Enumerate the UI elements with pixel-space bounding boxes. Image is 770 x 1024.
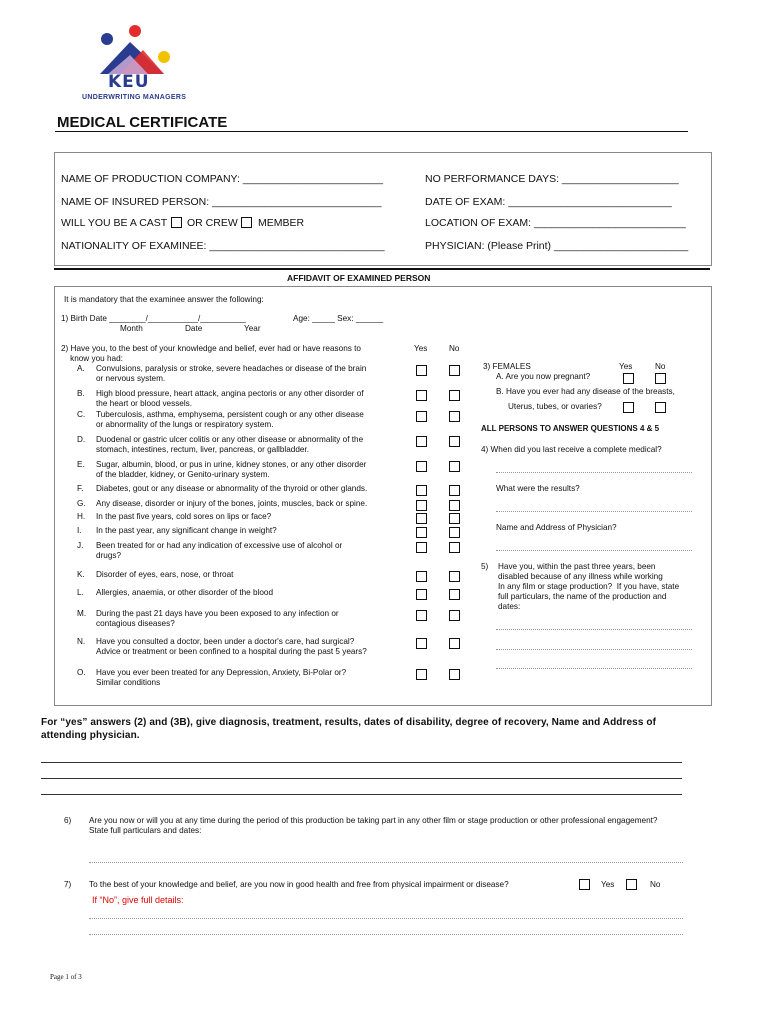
history-item-text: Tuberculosis, asthma, emphysema, persistent cough or any other disease or abnormality of the lungs or respiratory system. (96, 410, 364, 429)
keu-logo (80, 20, 210, 105)
history-item-no-checkbox[interactable] (449, 390, 460, 401)
history-item-no-checkbox[interactable] (449, 461, 460, 472)
history-item-yes-checkbox[interactable] (416, 589, 427, 600)
history-item-letter: C. (77, 410, 86, 419)
history-item-yes-checkbox[interactable] (416, 365, 427, 376)
date-of-exam-field[interactable]: DATE OF EXAM: ____________________________ (425, 196, 672, 208)
history-item-yes-checkbox[interactable] (416, 610, 427, 621)
production-company-field[interactable]: NAME OF PRODUCTION COMPANY: ________________________ (61, 173, 383, 185)
month-label: Month (120, 324, 143, 333)
q7-yes-checkbox[interactable] (579, 879, 590, 890)
page-title: MEDICAL CERTIFICATE (57, 114, 228, 131)
history-item-text: In the past year, any significant change in weight? (96, 526, 277, 535)
yes-answers-instruction: For “yes” answers (2) and (3B), give diagnosis, treatment, results, dates of disability, degree of recovery, Name and Address of attending physician. (41, 717, 657, 741)
history-item-letter: G. (77, 499, 86, 508)
breasts-question: B. Have you ever had any disease of the breasts, (496, 387, 675, 396)
females-label: 3) FEMALES (483, 362, 531, 371)
history-item-yes-checkbox[interactable] (416, 542, 427, 553)
history-item-no-checkbox[interactable] (449, 500, 460, 511)
yes-column-label: Yes (414, 344, 428, 353)
crew-checkbox[interactable] (241, 217, 252, 228)
age-sex-field[interactable]: Age: _____ Sex: ______ (293, 314, 384, 323)
yes-answers-line-2[interactable] (41, 778, 682, 779)
history-item-letter: N. (77, 637, 86, 646)
yes-answers-line-1[interactable] (41, 762, 682, 763)
logo-wordmark: KEU (108, 72, 150, 92)
member-label: MEMBER (258, 217, 305, 229)
q7-answer-line-1[interactable] (89, 918, 683, 919)
history-item-letter: I. (77, 526, 82, 535)
q7-if-no-label: If “No”, give full details: (92, 895, 184, 905)
history-item-text: In the past five years, cold sores on lips or face? (96, 512, 272, 521)
no-column-label: No (449, 344, 460, 353)
page-number: Page 1 of 3 (50, 973, 82, 981)
q5-number: 5) (481, 562, 489, 571)
q7-no-label: No (650, 880, 661, 889)
history-item-letter: D. (77, 435, 86, 444)
history-item-no-checkbox[interactable] (449, 610, 460, 621)
history-item-yes-checkbox[interactable] (416, 461, 427, 472)
q6-answer-line[interactable] (89, 862, 683, 863)
year-label: Year (244, 324, 261, 333)
females-no-label: No (655, 362, 666, 371)
birth-date-field[interactable]: 1) Birth Date ________/___________/__________ (61, 314, 246, 323)
q7-number: 7) (64, 880, 72, 889)
history-item-text: Sugar, albumin, blood, or pus in urine, kidney stones, or any other disorder of the bladder, kidney, or Genito-urinary system. (96, 460, 367, 479)
history-item-letter: A. (77, 364, 85, 373)
pregnant-no-checkbox[interactable] (655, 373, 666, 384)
history-item-letter: K. (77, 570, 85, 579)
affidavit-heading: AFFIDAVIT OF EXAMINED PERSON (287, 273, 431, 283)
pregnant-question: A. Are you now pregnant? (496, 372, 591, 381)
history-item-no-checkbox[interactable] (449, 513, 460, 524)
q5-question: Have you, within the past three years, been disabled because of any illness while working In any film or stage production? If you have, state full particulars, the name of the production and dates: (498, 562, 680, 611)
history-item-letter: M. (77, 609, 87, 618)
history-item-yes-checkbox[interactable] (416, 390, 427, 401)
history-item-no-checkbox[interactable] (449, 638, 460, 649)
history-item-text: Have you consulted a doctor, been under a doctor's care, had surgical? Advice or treatment or been confined to a hospital during the past 5 years? (96, 637, 367, 656)
history-item-letter: H. (77, 512, 86, 521)
history-item-no-checkbox[interactable] (449, 589, 460, 600)
q7-question: To the best of your knowledge and belief, are you now in good health and free from physical impairment or disease? (89, 880, 509, 889)
affidavit-rule (54, 268, 710, 270)
q7-yes-label: Yes (601, 880, 615, 889)
logo-graphic (80, 20, 210, 105)
mandatory-note: It is mandatory that the examinee answer the following: (64, 295, 264, 304)
history-item-yes-checkbox[interactable] (416, 638, 427, 649)
history-item-no-checkbox[interactable] (449, 542, 460, 553)
history-item-text: Disorder of eyes, ears, nose, or throat (96, 570, 234, 579)
physician-address-line[interactable] (496, 550, 692, 551)
performance-days-field[interactable]: NO PERFORMANCE DAYS: ____________________ (425, 173, 679, 185)
history-item-text: Have you ever been treated for any Depression, Anxiety, Bi-Polar or? Similar conditions (96, 668, 347, 687)
history-item-text: During the past 21 days have you been exposed to any infection or contagious diseases? (96, 609, 339, 628)
yes-answers-line-3[interactable] (41, 794, 682, 795)
physician-field[interactable]: PHYSICIAN: (Please Print) _______________________ (425, 240, 689, 252)
q5-answer-line-2[interactable] (496, 649, 692, 650)
q4-answer-line[interactable] (496, 472, 692, 473)
results-answer-line[interactable] (496, 511, 692, 512)
q7-no-checkbox[interactable] (626, 879, 637, 890)
history-item-letter: L. (77, 588, 84, 597)
q6-question: Are you now or will you at any time during the period of this production be taking part in any other film or stage production or other professional engagement? State full particulars and dates: (89, 816, 658, 835)
cast-checkbox[interactable] (171, 217, 182, 228)
history-item-yes-checkbox[interactable] (416, 527, 427, 538)
history-item-letter: E. (77, 460, 85, 469)
history-item-letter: O. (77, 668, 86, 677)
results-question: What were the results? (496, 484, 580, 493)
history-item-yes-checkbox[interactable] (416, 411, 427, 422)
history-item-no-checkbox[interactable] (449, 436, 460, 447)
history-item-yes-checkbox[interactable] (416, 500, 427, 511)
breasts-question-cont: Uterus, tubes, or ovaries? (508, 402, 602, 411)
females-yes-label: Yes (619, 362, 633, 371)
nationality-field[interactable]: NATIONALITY OF EXAMINEE: ______________________________ (61, 240, 385, 252)
history-item-no-checkbox[interactable] (449, 365, 460, 376)
pregnant-yes-checkbox[interactable] (623, 373, 634, 384)
history-item-text: Any disease, disorder or injury of the bones, joints, muscles, back or spine. (96, 499, 368, 508)
history-item-text: Diabetes, gout or any disease or abnormality of the thyroid or other glands. (96, 484, 368, 493)
history-item-no-checkbox[interactable] (449, 669, 460, 680)
history-item-yes-checkbox[interactable] (416, 669, 427, 680)
history-item-letter: F. (77, 484, 84, 493)
date-label: Date (185, 324, 203, 333)
history-item-text: Been treated for or had any indication of excessive use of alcohol or drugs? (96, 541, 343, 560)
history-item-text: High blood pressure, heart attack, angina pectoris or any other disorder of the heart or blood vessels. (96, 389, 364, 408)
q5-answer-line-1[interactable] (496, 629, 692, 630)
physician-address-question: Name and Address of Physician? (496, 523, 617, 532)
history-item-text: Convulsions, paralysis or stroke, severe headaches or disease of the brain or nervous system. (96, 364, 367, 383)
history-item-no-checkbox[interactable] (449, 485, 460, 496)
history-item-yes-checkbox[interactable] (416, 436, 427, 447)
breasts-no-checkbox[interactable] (655, 402, 666, 413)
history-item-no-checkbox[interactable] (449, 411, 460, 422)
history-item-letter: J. (77, 541, 84, 550)
history-item-letter: B. (77, 389, 85, 398)
history-item-text: Allergies, anaemia, or other disorder of the blood (96, 588, 274, 597)
q5-answer-line-3[interactable] (496, 668, 692, 669)
cast-label: WILL YOU BE A CAST (61, 217, 168, 229)
logo-subtitle: UNDERWRITING MANAGERS (82, 94, 187, 101)
history-item-text: Duodenal or gastric ulcer colitis or any other disease or abnormality of the stomach, intestines, rectum, liver, pancreas, or gallbladder. (96, 435, 364, 454)
history-item-no-checkbox[interactable] (449, 571, 460, 582)
crew-label: OR CREW (187, 217, 238, 229)
history-item-yes-checkbox[interactable] (416, 571, 427, 582)
history-item-yes-checkbox[interactable] (416, 513, 427, 524)
insured-person-field[interactable]: NAME OF INSURED PERSON: _____________________________ (61, 196, 382, 208)
q7-answer-line-2[interactable] (89, 934, 683, 935)
q2-intro: 2) Have you, to the best of your knowledge and belief, ever had or have reasons to know you had: (61, 344, 361, 363)
q4-question: 4) When did you last receive a complete medical? (481, 445, 662, 454)
location-of-exam-field[interactable]: LOCATION OF EXAM: __________________________ (425, 217, 686, 229)
title-rule (55, 131, 688, 132)
breasts-yes-checkbox[interactable] (623, 402, 634, 413)
history-item-yes-checkbox[interactable] (416, 485, 427, 496)
history-item-no-checkbox[interactable] (449, 527, 460, 538)
all-persons-heading: ALL PERSONS TO ANSWER QUESTIONS 4 & 5 (481, 424, 660, 433)
q6-number: 6) (64, 816, 72, 825)
